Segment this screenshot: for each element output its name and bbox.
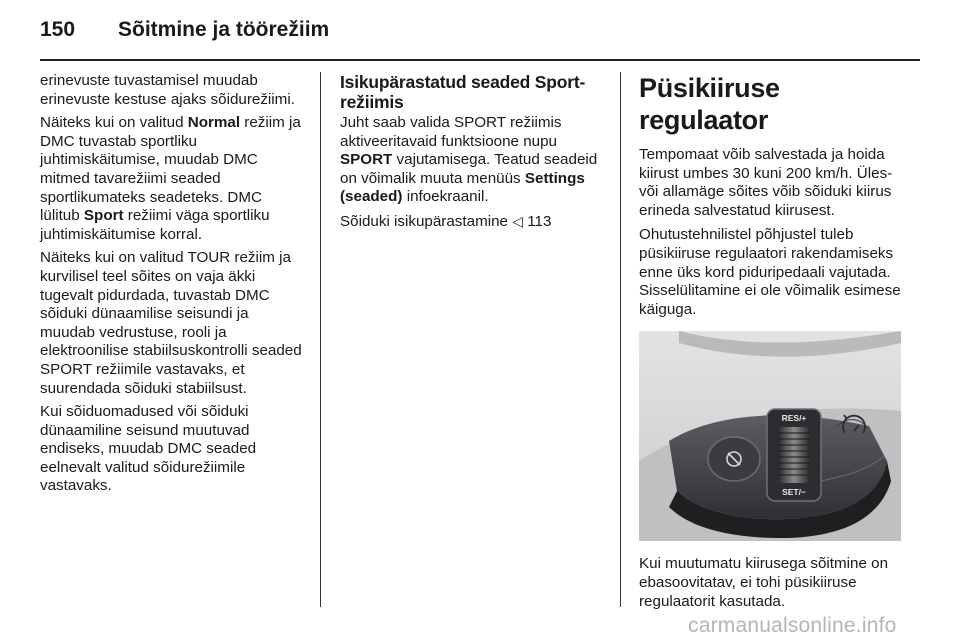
text-run: vajutamisega. Teatud seadeid on võimalik muuta menüüs <box>340 151 598 187</box>
bold-term-sport: SPORT <box>340 151 393 169</box>
bold-term-normal: Normal <box>187 114 241 132</box>
cross-reference[interactable] <box>340 212 602 232</box>
text-run: infoekraanil. <box>402 188 489 206</box>
bold-term-settings: Settings (seaded) <box>340 169 585 206</box>
paragraph: Näiteks kui on valitud TOUR režiim ja kurvilisel teel sõites on vaja äkki tugevalt pidurdada, tuvastab DMC sõiduki dünaamilise seisundi ja muudab vedrustuse, rooli ja elektroonilise stabiilsuskontrolli seaded SPORT režiimile vastavaks, et suurendada sõiduki stabiilsust. <box>40 249 302 397</box>
paragraph <box>40 114 305 244</box>
reference-page-number: 113 <box>523 212 552 230</box>
section-title: Sõitmine ja töörežiim <box>118 18 330 41</box>
paragraph: Kui muutumatu kiirusega sõitmine on ebasoovitatav, ei tohi püsikiiruse regulaatorit kasutada. <box>639 555 889 610</box>
text-run: režiimi väga sportliku juhtimiskäitumise korral. <box>40 207 270 243</box>
section-heading: Püsikiiruse regulaator <box>639 73 780 135</box>
text-run: režiim ja DMC tuvastab sportliku juhtimiskäitumise, muudab DMC mitmed tavarežiimi seaded sportlikumateks seadeteks. DMC lülitub <box>40 114 301 225</box>
bold-term-sport: Sport <box>83 207 124 225</box>
cross-reference-text: Sõiduki isikupärastamine <box>340 212 513 230</box>
watermark: carmanualsonline.info <box>688 614 897 637</box>
paragraph <box>340 114 602 207</box>
subsection-heading: Isikupärastatud seaded Sport-režiimis <box>340 72 586 112</box>
page-number: 150 <box>40 18 76 41</box>
paragraph: erinevuste tuvastamisel muudab erinevuste kestuse ajaks sõidurežiimi. <box>40 72 295 108</box>
column-right <box>639 72 903 617</box>
column-middle <box>340 72 602 237</box>
res-plus-label: RES/+ <box>781 413 807 424</box>
column-divider <box>320 72 321 607</box>
column-left <box>40 72 305 501</box>
column-divider <box>620 72 621 607</box>
cruise-control-figure <box>639 331 901 541</box>
paragraph: Kui sõiduomadused või sõiduki dünaamiline seisund muutuvad endiseks, muudab DMC seaded eelnevalt valitud sõidurežiimile vastavaks. <box>40 403 257 495</box>
text-run: Näiteks kui on valitud <box>40 114 188 132</box>
page-header <box>40 14 920 54</box>
set-minus-label: SET/− <box>782 487 806 498</box>
text-run: Juht saab valida SPORT režiimis aktiveeritavaid funktsioone nupu <box>340 114 562 150</box>
paragraph: Tempomaat võib salvestada ja hoida kiirust umbes 30 kuni 200 km/h. Üles- või allamäge sõites võib sõiduki kiirus erineda salvestatud kiirusest. <box>639 146 893 219</box>
reference-arrow-icon: ◁ <box>512 212 523 229</box>
paragraph: Ohutustehnilistel põhjustel tuleb püsikiiruse regulaatori rakendamiseks enne üks kord piduripedaali vajutada. Sisselülitamine ei ole võimalik esimese käiguga. <box>639 226 901 318</box>
steering-wheel-controls-illustration <box>639 331 901 541</box>
header-rule <box>40 59 920 61</box>
